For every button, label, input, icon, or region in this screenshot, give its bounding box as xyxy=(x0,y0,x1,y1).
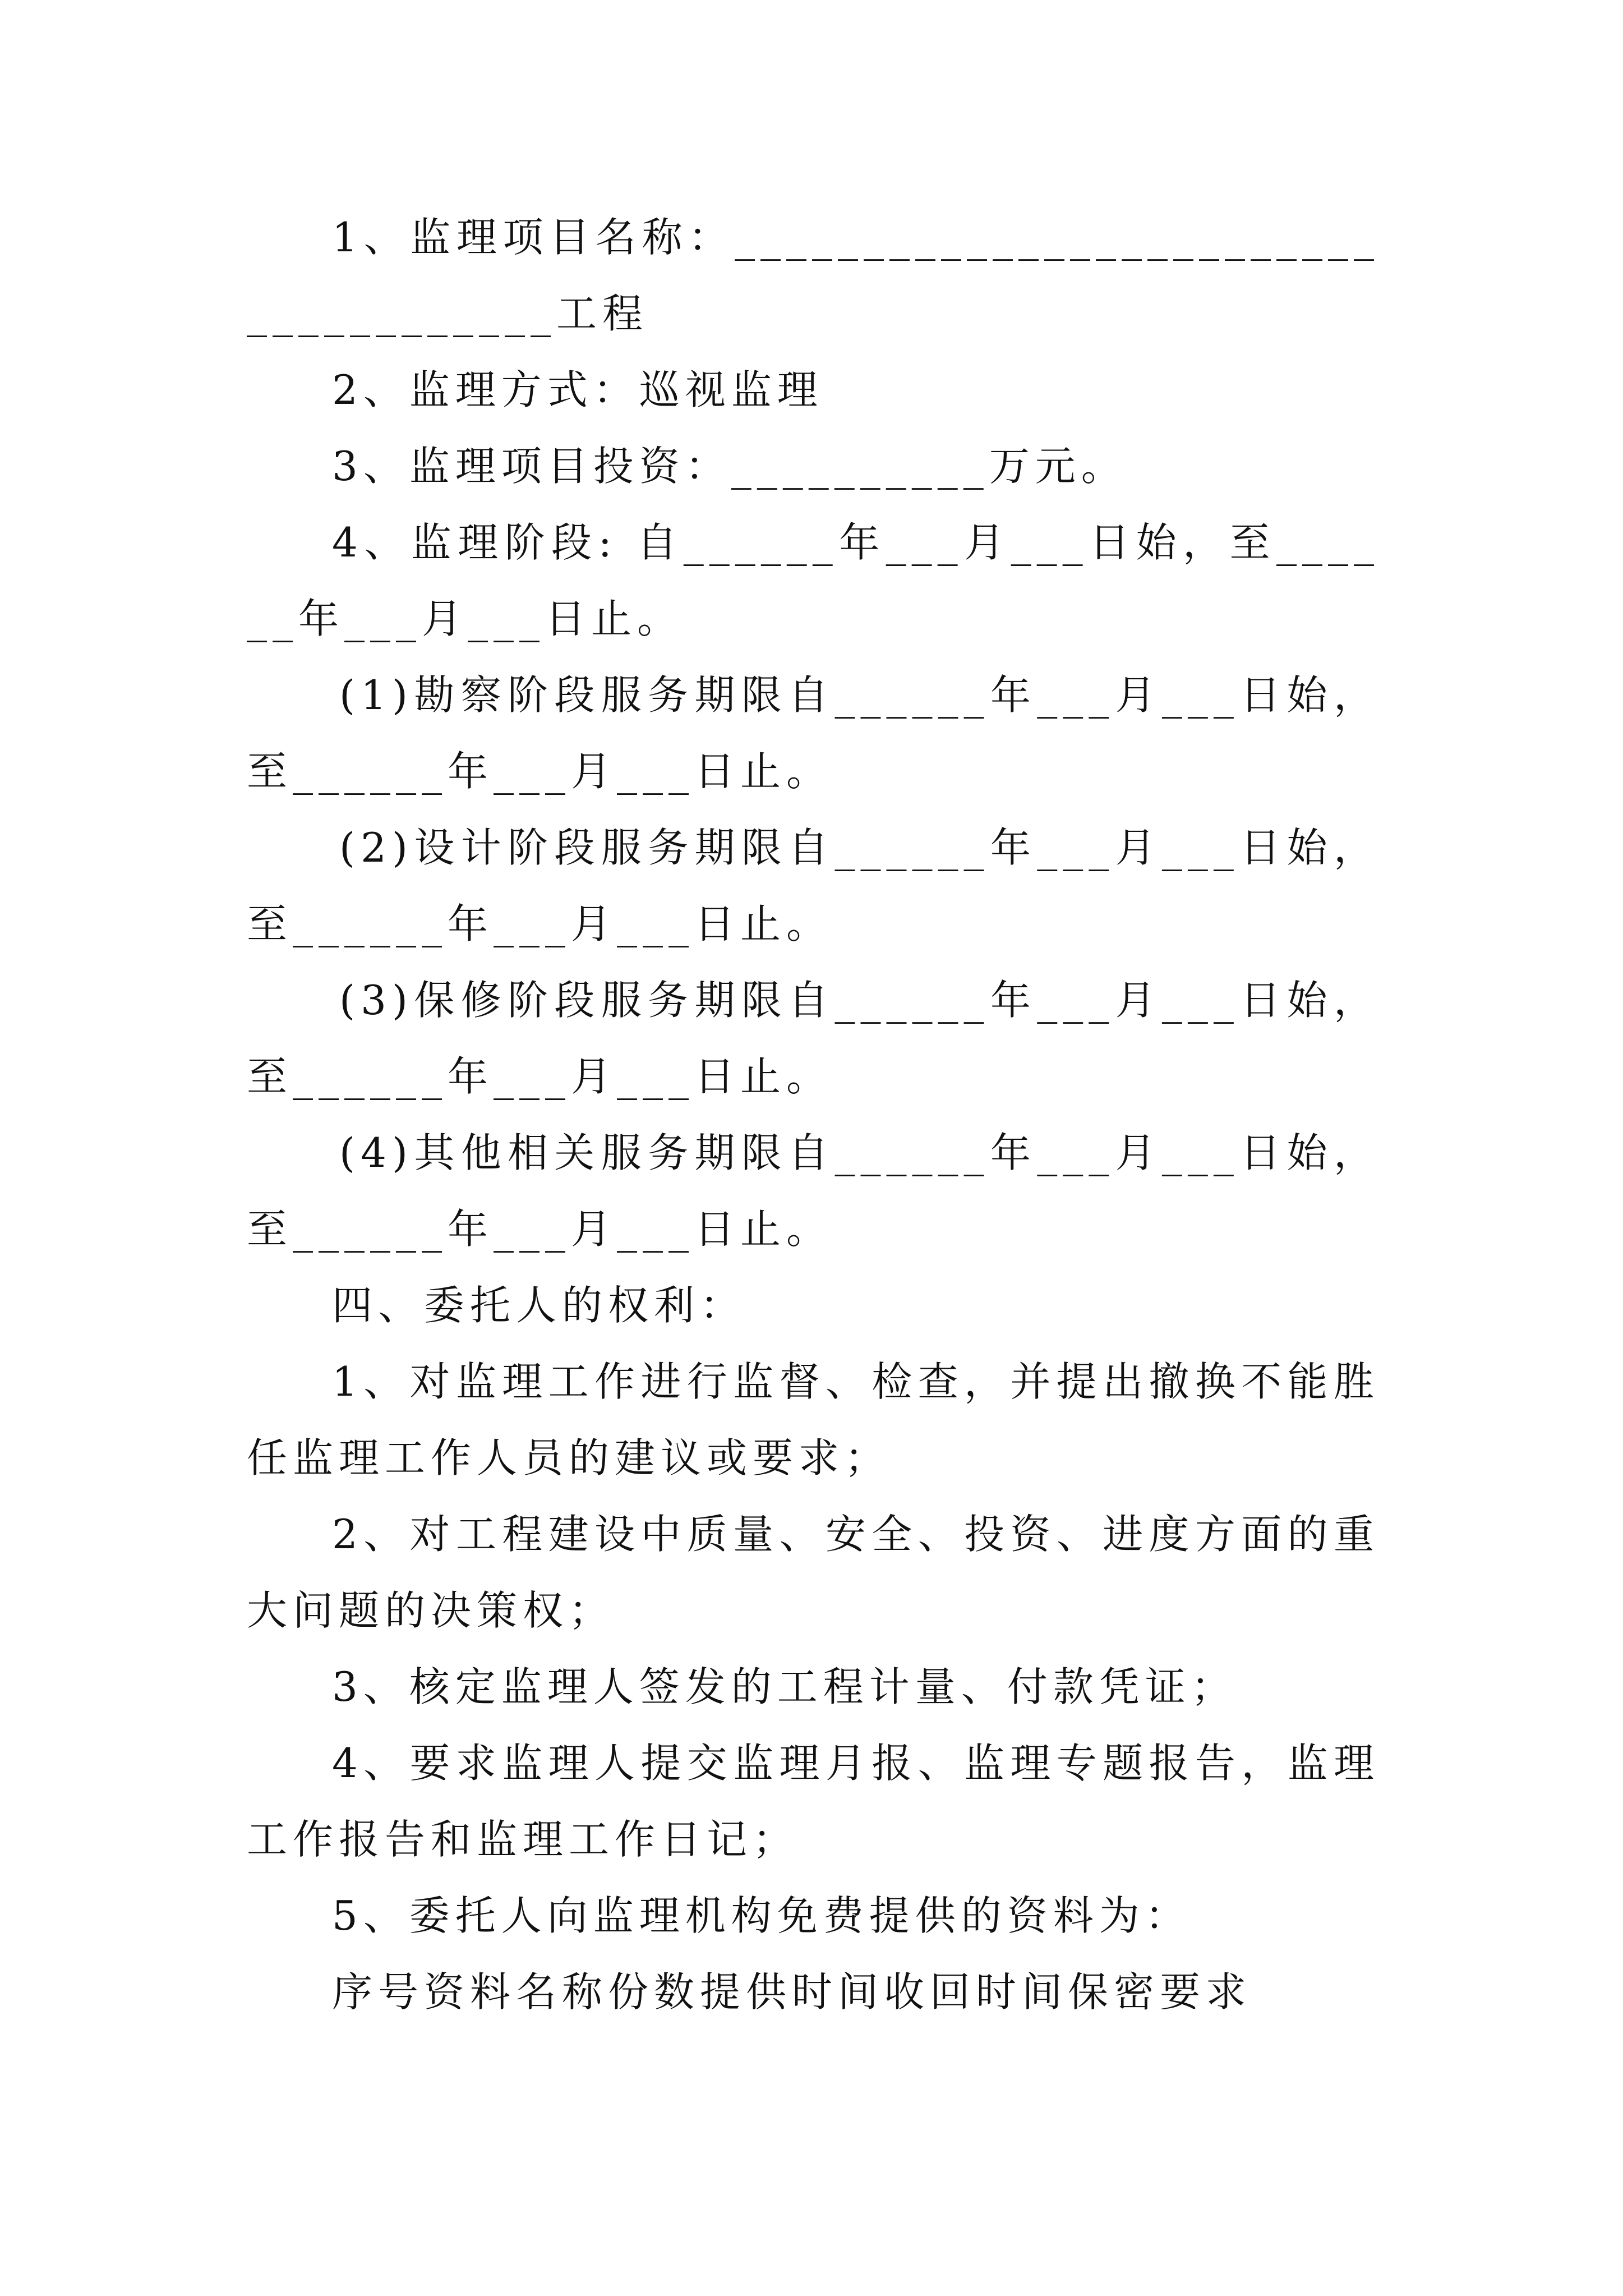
client-right-2: 2、对工程建设中质量、安全、投资、进度方面的重大问题的决策权； xyxy=(247,1511,1380,1634)
section-heading: 四、委托人的权利： xyxy=(332,1282,746,1329)
client-right-3: 3、核定监理人签发的工程计量、付款凭证； xyxy=(332,1663,1237,1710)
survey-phase-line: (1)勘察阶段服务期限自______年___月___日始，至______年___月___日止。 xyxy=(247,671,1380,795)
client-right-1: 1、对监理工作进行监督、检查，并提出撤换不能胜任监理工作人员的建议或要求； xyxy=(247,1358,1380,1481)
client-right-5: 5、委托人向监理机构免费提供的资料为： xyxy=(332,1892,1191,1939)
document-body xyxy=(247,199,1380,2030)
project-investment-line: 3、监理项目投资：__________万元。 xyxy=(332,443,1127,490)
other-services-line: (4)其他相关服务期限自______年___月___日始，至______年___月___日止。 xyxy=(247,1129,1380,1253)
table-header-line: 序号资料名称份数提供时间收回时间保密要求 xyxy=(332,1968,1252,2016)
project-name-line: 1、监理项目名称：_____________________________________工程 xyxy=(247,214,1380,337)
supervision-phase-line: 4、监理阶段: 自______年___月___日始，至______年___月___日止。 xyxy=(247,519,1380,642)
client-right-4: 4、要求监理人提交监理月报、监理专题报告，监理工作报告和监理工作日记； xyxy=(247,1740,1380,1863)
supervision-method-line: 2、监理方式：巡视监理 xyxy=(332,366,823,413)
warranty-phase-line: (3)保修阶段服务期限自______年___月___日始，至______年___月___日止。 xyxy=(247,977,1380,1100)
design-phase-line: (2)设计阶段服务期限自______年___月___日始，至______年___月___日止。 xyxy=(247,824,1380,947)
